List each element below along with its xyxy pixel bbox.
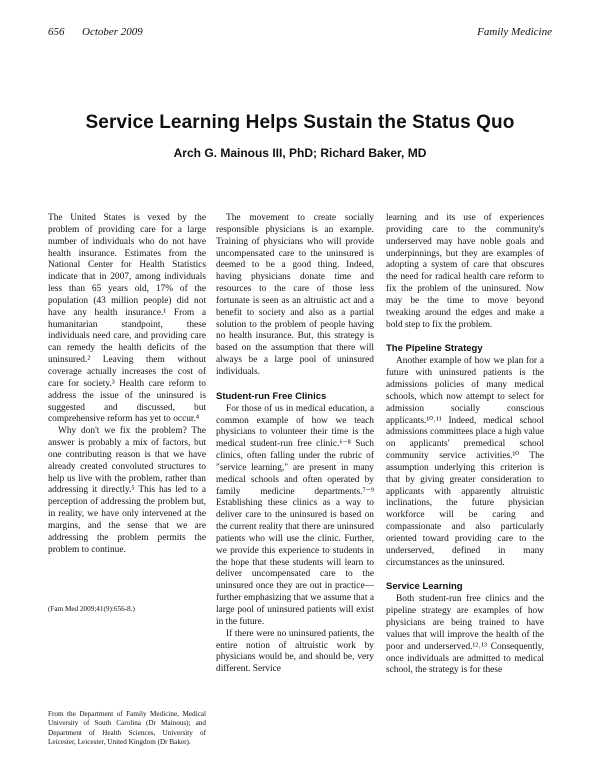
author-affiliation: From the Department of Family Medicine, Medical University of South Carolina (Dr Mainous); and Department of Health Sciences, University of Leicester, Leicester, United Kingdom (Dr Baker). <box>48 710 206 746</box>
text-column-3 <box>386 213 544 677</box>
article-title: Service Learning Helps Sustain the Status Quo <box>85 112 515 133</box>
section-heading: Student-run Free Clinics <box>216 390 327 402</box>
journal-name: Family Medicine <box>477 26 552 38</box>
paragraph: learning and its use of experiences providing care to the community's underserved may have noble goals and underpinnings, but they are examples of adopting a system of care that obscures the need for radical health care reform to fix the problem of the uninsured. Now may be the time to move beyond tweaking around the edges and make a bold step to fix the problem. <box>386 213 544 330</box>
paragraph: Why don't we fix the problem? The answer is probably a mix of factors, but one contributing reason is that we have already created convoluted structures to help us live with the problem, rather than addressing it directly.⁵ This has led to a perception of addressing the problem but, in reality, we have only intervened at the margins, and the sense that we are addressing the problem permits the problem to continue. <box>48 426 206 555</box>
text-column-2 <box>216 213 374 676</box>
page-number: 656 <box>48 26 65 38</box>
running-header <box>48 26 552 40</box>
paragraph: The movement to create socially responsible physicians is an example. Training of physicians who will provide uncompensated care to the uninsured is deemed to be a good thing. Indeed, having physicians donate time and resources to the care of those less fortunate is seen as an altruistic act and a benefit to society and also as a partial solution to the problem of people having no health insurance. But, this strategy is based on the assumption that there will always be a large pool of uninsured individuals. <box>216 213 374 377</box>
issue-date: October 2009 <box>82 26 143 38</box>
paragraph: The United States is vexed by the problem of providing care for a large number of individuals who do not have health insurance. Estimates from the National Center for Health Statistics indicate that in 2007, among individuals less than 65 years old, 17% of the population (43 million people) did not have any health insurance.¹ From a humanitarian standpoint, these individuals need care, and providing care can remedy the health deficits of the uninsured.² Leaving them without coverage actually increases the cost of care for society.³ Health care reform to address the issue of the uninsured is suggested and discussed, but comprehensive reform has yet to occur.⁴ <box>48 213 206 425</box>
citation-line: (Fam Med 2009;41(9):656-8.) <box>48 605 135 613</box>
paragraph: If there were no uninsured patients, the entire notion of altruistic work by physicians would be, and should be, very different. Service <box>216 628 374 675</box>
text-column-1 <box>48 213 206 556</box>
article-authors: Arch G. Mainous III, PhD; Richard Baker, MD <box>173 146 427 160</box>
section-heading: Service Learning <box>386 581 463 593</box>
paragraph: Both student-run free clinics and the pipeline strategy are examples of how physicians are being trained to have values that will improve the health of the poor and underserved.¹²˒¹³ Consequently, once individuals are admitted to medical school, the strategy is for these <box>386 594 544 676</box>
paragraph: Another example of how we plan for a future with uninsured patients is the admissions policies of many medical schools, which now attempt to select for admission socially conscious applicants.¹⁰˒¹¹ Indeed, medical school admissions committees place a high value on applicants' premedical school community service activities.¹⁰ The assumption underlying this criterion is that by giving greater consideration to applicants with apparently altruistic inclinations, the future physician workforce will be caring and compassionate and also particularly oriented toward providing care to the underserved, defined in many circumstances as the uninsured. <box>386 356 544 568</box>
paragraph: For those of us in medical education, a common example of how we teach physicians to volunteer their time is the medical student-run free clinic.⁶⁻⁸ Such clinics, often falling under the rubric of "service learning," are present in many medical schools and often operated by family medicine departments.⁷⁻⁹ Establishing these clinics as a way to deliver care to the uninsured is based on the current reality that there are uninsured patients who will use the clinic. Further, we provide this experience to students in the hope that these students will learn to deliver uncompensated care to the uninsured once they are out in practice—further emphasizing that we assume that a large pool of uninsured patients will exist in the future. <box>216 403 374 627</box>
section-heading: The Pipeline Strategy <box>386 343 483 355</box>
